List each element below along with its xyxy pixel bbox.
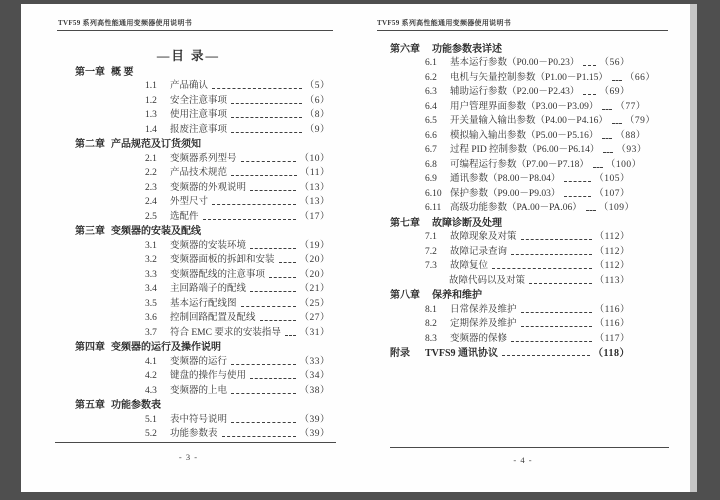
entry-page-number: （88）: [615, 130, 646, 141]
entry-number: 3.4: [145, 284, 157, 294]
toc-entry-row: [356, 98, 690, 113]
entry-page-number: （39）: [299, 429, 330, 439]
entry-number: 1.2: [145, 95, 157, 106]
entry-page-number: （13）: [299, 197, 330, 207]
dot-leader: [529, 283, 592, 284]
chapter-label: 第八章: [390, 290, 420, 301]
entry-title: 变频器的运行: [170, 356, 228, 367]
entry-title: 安全注意事项: [170, 95, 228, 106]
dot-leader: [602, 109, 612, 110]
footer-rule: [55, 442, 336, 443]
dot-leader: [564, 196, 591, 197]
entry-number: 2.3: [145, 182, 157, 193]
dot-leader: [612, 123, 622, 124]
entry-page-number: （8）: [304, 110, 330, 120]
entry-title: 故障记录查询: [450, 246, 508, 257]
chapter-title: 故障诊断及处理: [432, 217, 502, 229]
entry-page-number: （56）: [599, 58, 630, 68]
entry-title: 可编程运行参数（P7.00－P7.18）: [450, 159, 589, 170]
entry-number: 4.1: [145, 356, 157, 367]
toc-entry-row: [21, 353, 356, 368]
entry-number: 7.3: [425, 261, 437, 271]
entry-title: 变频器的上电: [170, 385, 228, 396]
toc-chapter-row: [21, 136, 356, 151]
dot-leader: [583, 94, 596, 95]
dot-leader: [521, 326, 592, 327]
toc-entry-row: [21, 295, 356, 310]
entry-title: 键盘的操作与使用: [170, 371, 247, 381]
entry-title: 故障复位: [450, 261, 489, 271]
entry-number: 6.1: [425, 58, 437, 68]
entry-page-number: （66）: [624, 72, 656, 83]
toc-entry-row: [356, 84, 690, 99]
entry-page-number: （25）: [299, 298, 330, 309]
entry-page-number: （116）: [594, 304, 630, 315]
entry-page-number: （31）: [299, 327, 330, 338]
entry-page-number: （79）: [624, 116, 656, 126]
header-rule: [377, 30, 668, 31]
page-edge-shadow: [690, 4, 697, 492]
toc-chapter-row: [356, 214, 690, 229]
page-number: - 4 -: [513, 455, 533, 465]
footer-rule: [390, 447, 669, 448]
running-header: TVF59 系列高性能通用变频器使用说明书: [58, 19, 193, 27]
left-page: [21, 4, 356, 492]
entry-number: 6.6: [425, 130, 437, 141]
entry-page-number: （77）: [615, 101, 646, 112]
chapter-title: 保养和维护: [432, 290, 482, 301]
entry-number: 3.3: [145, 269, 157, 280]
entry-number: 2.5: [145, 211, 157, 222]
entry-page-number: （5）: [304, 81, 330, 91]
toc-entry-row: [356, 330, 690, 345]
entry-number: 3.7: [145, 327, 157, 338]
dot-leader: [593, 167, 603, 168]
toc-entry-row: [21, 426, 356, 441]
entry-page-number: （117）: [594, 333, 630, 344]
entry-number: 4.2: [145, 371, 157, 381]
entry-title: 符合 EMC 要求的安装指导: [170, 327, 281, 338]
chapter-label: 第七章: [390, 217, 420, 229]
chapter-label: 第一章: [75, 66, 105, 78]
toc-chapter-row: [21, 63, 356, 78]
toc-entry-row: [21, 179, 356, 194]
chapter-label: 第三章: [75, 226, 105, 237]
entry-title: 表中符号说明: [170, 414, 228, 425]
dot-leader: [241, 306, 297, 307]
chapter-title: 功能参数表详述: [432, 43, 502, 55]
toc-entry-row: [21, 150, 356, 165]
dot-leader: [231, 393, 296, 394]
toc-entry-row: [356, 171, 690, 186]
toc-entry-row: [356, 258, 690, 273]
entry-title: 保护参数（P9.00－P9.03）: [450, 188, 561, 199]
entry-number: 8.1: [425, 304, 437, 315]
entry-title: 故障现象及对策: [450, 232, 517, 242]
entry-title: 主回路端子的配线: [170, 284, 247, 294]
toc-chapter-row: [21, 397, 356, 412]
entry-page-number: （69）: [599, 87, 630, 97]
entry-page-number: （6）: [304, 95, 330, 106]
document-paper: [21, 4, 690, 492]
header-rule: [57, 30, 333, 31]
entry-title: 报废注意事项: [170, 124, 228, 135]
dot-leader: [583, 65, 596, 66]
dot-leader: [212, 204, 296, 205]
entry-title: 过程 PID 控制参数（P6.00－P6.14）: [450, 145, 600, 155]
dot-leader: [250, 291, 296, 292]
entry-title: 变频器面板的拆卸和安装: [170, 255, 275, 265]
entry-number: 6.11: [425, 203, 442, 213]
chapter-title: 变频器的运行及操作说明: [111, 342, 221, 353]
chapter-title: 概 要: [111, 66, 134, 78]
toc-entry-row: [21, 165, 356, 180]
entry-page-number: （27）: [299, 313, 330, 323]
entry-title: 基本运行参数（P0.00－P0.23）: [450, 58, 580, 68]
entry-number: 6.8: [425, 159, 437, 170]
entry-title: 产品技术规范: [170, 168, 228, 178]
entry-title: 选配件: [170, 211, 199, 222]
entry-page-number: （19）: [299, 240, 330, 251]
entry-page-number: （105）: [594, 174, 630, 184]
entry-title: 变频器系列型号: [170, 153, 237, 164]
entry-page-number: （13）: [299, 182, 330, 193]
chapter-label: 第四章: [75, 342, 105, 353]
toc-chapter-row: [356, 287, 690, 302]
entry-page-number: （112）: [594, 261, 630, 271]
entry-number: 1.1: [145, 81, 157, 91]
toc-entry-row: [356, 229, 690, 244]
toc-entry-row: [356, 127, 690, 142]
entry-number: 2.1: [145, 153, 157, 164]
dot-leader: [602, 138, 612, 139]
chapter-title: 功能参数表: [111, 400, 161, 411]
toc-entry-row: [21, 208, 356, 223]
entry-title: 变频器的外观说明: [170, 182, 247, 193]
entry-page-number: （33）: [299, 356, 330, 367]
toc-entry-row: [356, 345, 690, 360]
running-header: TVF59 系列高性能通用变频器使用说明书: [377, 19, 512, 27]
toc-entry-row: [356, 200, 690, 215]
toc-entry-row: [21, 368, 356, 383]
toc-chapter-row: [21, 339, 356, 354]
entry-title: 模拟输入输出参数（P5.00－P5.16）: [450, 130, 599, 141]
appendix-title: TVFS9 通讯协议: [425, 348, 499, 359]
chapter-title: 产品规范及订货须知: [111, 139, 201, 150]
toc-entry-row: [21, 324, 356, 339]
entry-page-number: （116）: [594, 319, 630, 329]
dot-leader: [250, 190, 296, 191]
dot-leader: [231, 175, 297, 176]
entry-title: 变频器配线的注意事项: [170, 269, 266, 280]
dot-leader: [511, 254, 592, 255]
toc-entry-row: [21, 266, 356, 281]
chapter-label: 第六章: [390, 43, 420, 55]
entry-title: 变频器的保修: [450, 333, 508, 344]
entry-number: 3.6: [145, 313, 157, 323]
toc-list-left: [21, 63, 356, 440]
right-page: [356, 4, 690, 492]
toc-chapter-row: [21, 223, 356, 238]
toc-title: —目 录—: [156, 49, 221, 63]
entry-title: 高级功能参数（PA.00－PA.06）: [450, 203, 582, 213]
dot-leader: [212, 88, 302, 89]
entry-title: 使用注意事项: [170, 110, 228, 120]
entry-page-number: （93）: [616, 145, 647, 155]
toc-entry-row: [21, 382, 356, 397]
toc-entry-row: [356, 142, 690, 157]
entry-page-number: （112）: [594, 232, 630, 242]
dot-leader: [521, 239, 592, 240]
entry-page-number: （11）: [299, 168, 330, 178]
entry-number: 8.2: [425, 319, 437, 329]
entry-number: 1.3: [145, 110, 157, 120]
entry-number: 4.3: [145, 385, 157, 396]
entry-number: 3.5: [145, 298, 157, 309]
entry-number: 6.5: [425, 116, 437, 126]
entry-title: 外型尺寸: [170, 197, 209, 207]
dot-leader: [586, 210, 596, 211]
entry-number: 5.1: [145, 414, 157, 425]
chapter-title: 变频器的安装及配线: [111, 226, 201, 237]
entry-title: 辅助运行参数（P2.00－P2.43）: [450, 87, 580, 97]
entry-page-number: （9）: [304, 124, 330, 135]
entry-title: 通讯参数（P8.00－P8.04）: [450, 174, 561, 184]
dot-leader: [231, 422, 296, 423]
toc-entry-row: [356, 301, 690, 316]
entry-title: 变频器的安装环境: [170, 240, 247, 251]
entry-number: 6.10: [425, 188, 442, 199]
toc-entry-row: [21, 237, 356, 252]
entry-number: 1.4: [145, 124, 157, 135]
toc-entry-row: [356, 272, 690, 287]
entry-page-number: （34）: [299, 371, 330, 381]
toc-entry-row: [21, 107, 356, 122]
entry-title: 故障代码以及对策: [449, 275, 526, 286]
dot-leader: [222, 436, 297, 437]
toc-entry-row: [356, 55, 690, 70]
dot-leader: [285, 335, 297, 336]
entry-number: 2.4: [145, 197, 157, 207]
dot-leader: [492, 268, 592, 269]
dot-leader: [564, 181, 591, 182]
dot-leader: [231, 103, 302, 104]
entry-number: 7.2: [425, 246, 437, 257]
toc-entry-row: [356, 243, 690, 258]
dot-leader: [603, 152, 613, 153]
entry-page-number: （20）: [299, 255, 330, 265]
toc-entry-row: [21, 194, 356, 209]
dot-leader: [260, 320, 297, 321]
dot-leader: [203, 219, 297, 220]
entry-number: 6.9: [425, 174, 437, 184]
toc-entry-row: [356, 113, 690, 128]
entry-title: 控制回路配置及配线: [170, 313, 256, 323]
entry-page-number: （113）: [594, 275, 630, 286]
dot-leader: [231, 132, 302, 133]
entry-page-number: （112）: [594, 246, 630, 257]
toc-entry-row: [356, 185, 690, 200]
dot-leader: [231, 364, 296, 365]
toc-entry-row: [21, 281, 356, 296]
entry-number: 2.2: [145, 168, 157, 178]
entry-page-number: （10）: [299, 153, 330, 164]
toc-entry-row: [21, 310, 356, 325]
toc-entry-row: [21, 92, 356, 107]
toc-entry-row: [356, 69, 690, 84]
dot-leader: [250, 378, 296, 379]
entry-number: 6.7: [425, 145, 437, 155]
entry-number: 6.3: [425, 87, 437, 97]
entry-page-number: （39）: [299, 414, 330, 425]
dot-leader: [241, 161, 297, 162]
appendix-label: 附录: [390, 348, 410, 359]
entry-title: 用户管理界面参数（P3.00－P3.09）: [450, 101, 599, 112]
dot-leader: [521, 312, 592, 313]
dot-leader: [279, 262, 297, 263]
entry-page-number: （100）: [605, 159, 642, 170]
toc-entry-row: [356, 316, 690, 331]
page-number: - 3 -: [178, 452, 199, 462]
chapter-label: 第五章: [75, 400, 105, 411]
toc-entry-row: [21, 252, 356, 267]
entry-title: 功能参数表: [170, 429, 218, 439]
entry-title: 日常保养及维护: [450, 304, 517, 315]
dot-leader: [502, 355, 590, 356]
dot-leader: [269, 277, 296, 278]
entry-number: 5.2: [145, 429, 157, 439]
toc-chapter-row: [356, 40, 690, 55]
entry-number: 8.3: [425, 333, 437, 344]
toc-entry-row: [21, 411, 356, 426]
chapter-label: 第二章: [75, 139, 105, 150]
entry-title: 电机与矢量控制参数（P1.00－P1.15）: [450, 72, 608, 83]
dot-leader: [231, 117, 302, 118]
dot-leader: [612, 80, 622, 81]
entry-page-number: （21）: [299, 284, 330, 294]
entry-page-number: （109）: [598, 203, 635, 213]
entry-page-number: （17）: [299, 211, 330, 222]
entry-title: 定期保养及维护: [450, 319, 517, 329]
toc-list-right: [356, 40, 690, 359]
entry-number: 3.2: [145, 255, 157, 265]
toc-entry-row: [21, 78, 356, 93]
entry-number: 6.4: [425, 101, 437, 112]
entry-page-number: （38）: [299, 385, 330, 396]
dot-leader: [250, 248, 296, 249]
entry-number: 6.2: [425, 72, 437, 83]
entry-title: 开关量输入输出参数（P4.00－P4.16）: [450, 116, 608, 126]
entry-title: 产品确认: [170, 81, 209, 91]
toc-entry-row: [21, 121, 356, 136]
entry-page-number: （107）: [594, 188, 630, 199]
entry-title: 基本运行配线图: [170, 298, 237, 309]
dot-leader: [511, 341, 592, 342]
entry-page-number: （20）: [299, 269, 330, 280]
entry-page-number: （118）: [593, 348, 630, 359]
toc-entry-row: [356, 156, 690, 171]
entry-number: 7.1: [425, 232, 437, 242]
entry-number: 3.1: [145, 240, 157, 251]
